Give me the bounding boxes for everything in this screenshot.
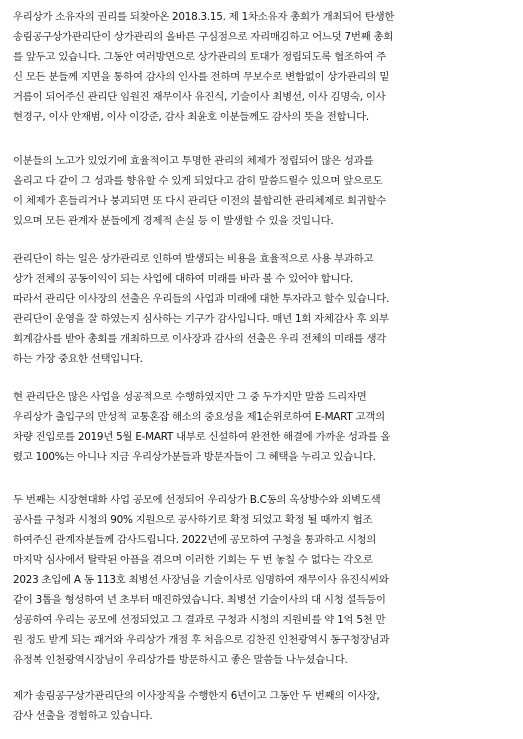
text-line: 유정복 인천광역시장님이 우리상가를 방문하시고 좋은 말씀들 나누셨습니다. — [13, 654, 348, 666]
text-line: 공사를 구청과 시청의 90% 지원으로 공사하기로 확정 되었고 확정 될 때까지 협조 — [13, 514, 373, 526]
paragraph-achievement-two — [0, 490, 523, 670]
text-line: 우리상가 출입구의 만성적 교통혼잡 해소의 중요성을 제1순위로하여 E-MART 고객의 — [13, 411, 385, 423]
text-line: 하는 가장 중요한 선택입니다. — [13, 353, 143, 365]
text-line: 관리단이 하는 일은 상가관리로 인하여 발생되는 비용을 효율적으로 사용 부과하고 — [13, 253, 374, 265]
text-line: 송림공구상가관리단이 상가관리의 올바른 구심점으로 자리매김하고 어느덧 7번째 총회 — [13, 31, 394, 43]
paragraph-closing — [0, 686, 523, 726]
text-line: 마지막 심사에서 탈락된 아픔을 겪으며 이러한 기회는 두 번 놓칠 수 없다는 각오로 — [13, 554, 373, 566]
text-line: 같이 3톱을 형성하여 년 초부터 매진하였습니다. 최병선 기술이사의 대 시청 설득등이 — [13, 594, 386, 606]
text-line: 거름이 되어주신 관리단 임원진 재무이사 유진식, 기술이사 최병선, 이사 김명숙, 이사 — [13, 91, 386, 103]
text-line: 관리단이 운영을 잘 하였는지 심사하는 기구가 감사입니다. 매년 1회 자체감사 후 외부 — [13, 313, 389, 325]
text-line: 렸고 100%는 아니나 지금 우리상가분들과 방문자들이 그 혜택을 누리고 있습니다. — [13, 451, 376, 463]
text-line: 올리고 다 같이 그 성과를 향유할 수 있게 되었다고 감히 말씀드릴수 있으며 앞으로도 — [13, 175, 383, 187]
text-line: 현경구, 이사 안재범, 이사 이강준, 감사 최윤호 이분들께도 감사의 뜻을 전합니다. — [13, 111, 369, 123]
text-line: 회계감사를 받아 총회를 개최하므로 이사장과 감사의 선출은 우리 전체의 미래를 생각 — [13, 333, 387, 345]
text-line: 차량 진입로를 2019년 5월 E-MART 내부로 신설하여 완전한 해결에 가까운 성과를 올 — [13, 431, 391, 443]
text-line: 하여주신 관계자분들께 감사드립니다. 2022년에 공모하여 구청을 통과하고 시청의 — [13, 534, 377, 546]
text-line: 상가 전체의 공동이익이 되는 사업에 대하여 미래를 바라 볼 수 있어야 합니다. — [13, 273, 354, 285]
text-line: 성공하여 우리는 공모에 선정되었고 그 결과로 구청과 시청의 지원비를 약 1억 5천 만 — [13, 614, 386, 626]
paragraph-gratitude — [0, 7, 523, 127]
text-line: 원 정도 받게 되는 쾌거와 우리상가 개점 후 처음으로 김찬진 인천광역시 동구청장님과 — [13, 634, 390, 646]
text-line: 2023 초입에 A 동 113호 최병선 사장님을 기술이사로 임명하여 재무이사 유진식씨와 — [13, 574, 389, 586]
text-line: 를 앞두고 있습니다. 그동안 여러방면으로 상가관리의 토대가 정립되도록 협조하여 주 — [13, 51, 387, 63]
text-line: 우리상가 소유자의 권리를 되찾아온 2018.3.15. 제 1차소유자 총회가 개최되어 탄생한 — [13, 11, 395, 23]
text-line: 있으며 모든 관계자 분들에게 경제적 손실 등 이 발생할 수 있을 것입니다. — [13, 215, 334, 227]
paragraph-achievement-one — [0, 387, 523, 467]
paragraph-management-system — [0, 151, 523, 231]
text-line: 현 관리단은 많은 사업을 성공적으로 수행하였지만 그 중 두가지만 말씀 드리자면 — [13, 391, 367, 403]
paragraph-role-of-management — [0, 249, 523, 369]
text-line: 따라서 관리단 이사장의 선출은 우리들의 사업과 미래에 대한 투자라고 할수 있습니다. — [13, 293, 390, 305]
text-line: 감사 선출을 경험하고 있습니다. — [13, 710, 153, 722]
text-line: 신 모든 분들께 지면을 통하여 감사의 인사를 전하며 무보수로 변함없이 상가관리의 밑 — [13, 71, 390, 83]
text-line: 제가 송림공구상가관리단의 이사장직을 수행한지 6년이고 그동안 두 번째의 이사장, — [13, 690, 380, 702]
text-line: 이분들의 노고가 있었기에 효율적이고 투명한 관리의 체제가 정립되어 많은 성과를 — [13, 155, 374, 167]
text-line: 이 체제가 흔들리거나 붕괴되면 또 다시 관리단 이전의 불합리한 관리체제로 회귀할수 — [13, 195, 387, 207]
text-line: 두 번째는 시장현대화 사업 공모에 선정되어 우리상가 B.C동의 옥상방수와 외벽도색 — [13, 494, 381, 506]
